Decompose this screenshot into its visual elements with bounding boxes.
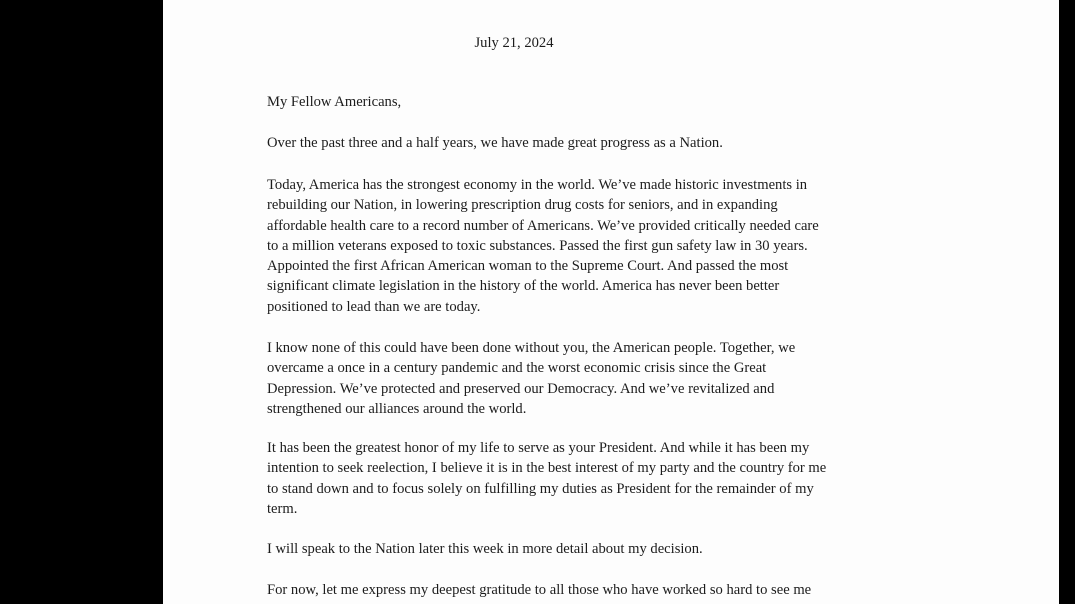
paragraph-decision [267, 438, 947, 519]
letter-page [163, 0, 1059, 604]
letter-line: significant climate legislation in the history of the world. America has never been better [267, 278, 780, 295]
letter-salutation [267, 92, 947, 112]
letter-line: Today, America has the strongest economy in the world. We’ve made historic investments in [267, 177, 808, 193]
letter-line: term. [267, 500, 298, 517]
letter-line: Depression. We’ve protected and preserved our Democracy. And we’ve revitalized and [267, 380, 775, 397]
letter-line: I know none of this could have been done without you, the American people. Together, we [267, 340, 796, 356]
letter-line: Over the past three and a half years, we have made great progress as a Nation. [267, 135, 723, 151]
paragraph-speak-to-nation [267, 539, 947, 559]
salutation-line: My Fellow Americans, [267, 94, 402, 110]
paragraph-achievements [267, 175, 947, 317]
paragraph-closing [267, 580, 947, 600]
letter-line: I will speak to the Nation later this week in more detail about my decision. [267, 541, 703, 557]
letter-line: It has been the greatest honor of my life to serve as your President. And while it has been my [267, 440, 810, 456]
letter-line: positioned to lead than we are today. [267, 298, 481, 315]
letter-line: to stand down and to focus solely on fulfilling my duties as President for the remainder of my [267, 480, 814, 497]
letter-line: intention to seek reelection, I believe it is in the best interest of my party and the country for me [267, 460, 827, 477]
letter-date: July 21, 2024 [474, 35, 554, 51]
letter-line: affordable health care to a record number of Americans. We’ve provided critically needed care [267, 217, 819, 234]
paragraph-gratitude-people [267, 338, 947, 419]
letter-line: For now, let me express my deepest gratitude to all those who have worked so hard to see me [267, 582, 812, 598]
letter-line: overcame a once in a century pandemic and the worst economic crisis since the Great [267, 360, 767, 377]
letter-line: to a million veterans exposed to toxic substances. Passed the first gun safety law in 30 years. [267, 237, 808, 254]
letter-line: rebuilding our Nation, in lowering prescription drug costs for seniors, and in expanding [267, 197, 778, 214]
letter-line: strengthened our alliances around the world. [267, 400, 527, 417]
letter-line: Appointed the first African American woman to the Supreme Court. And passed the most [267, 258, 789, 275]
paragraph-progress [267, 133, 947, 153]
